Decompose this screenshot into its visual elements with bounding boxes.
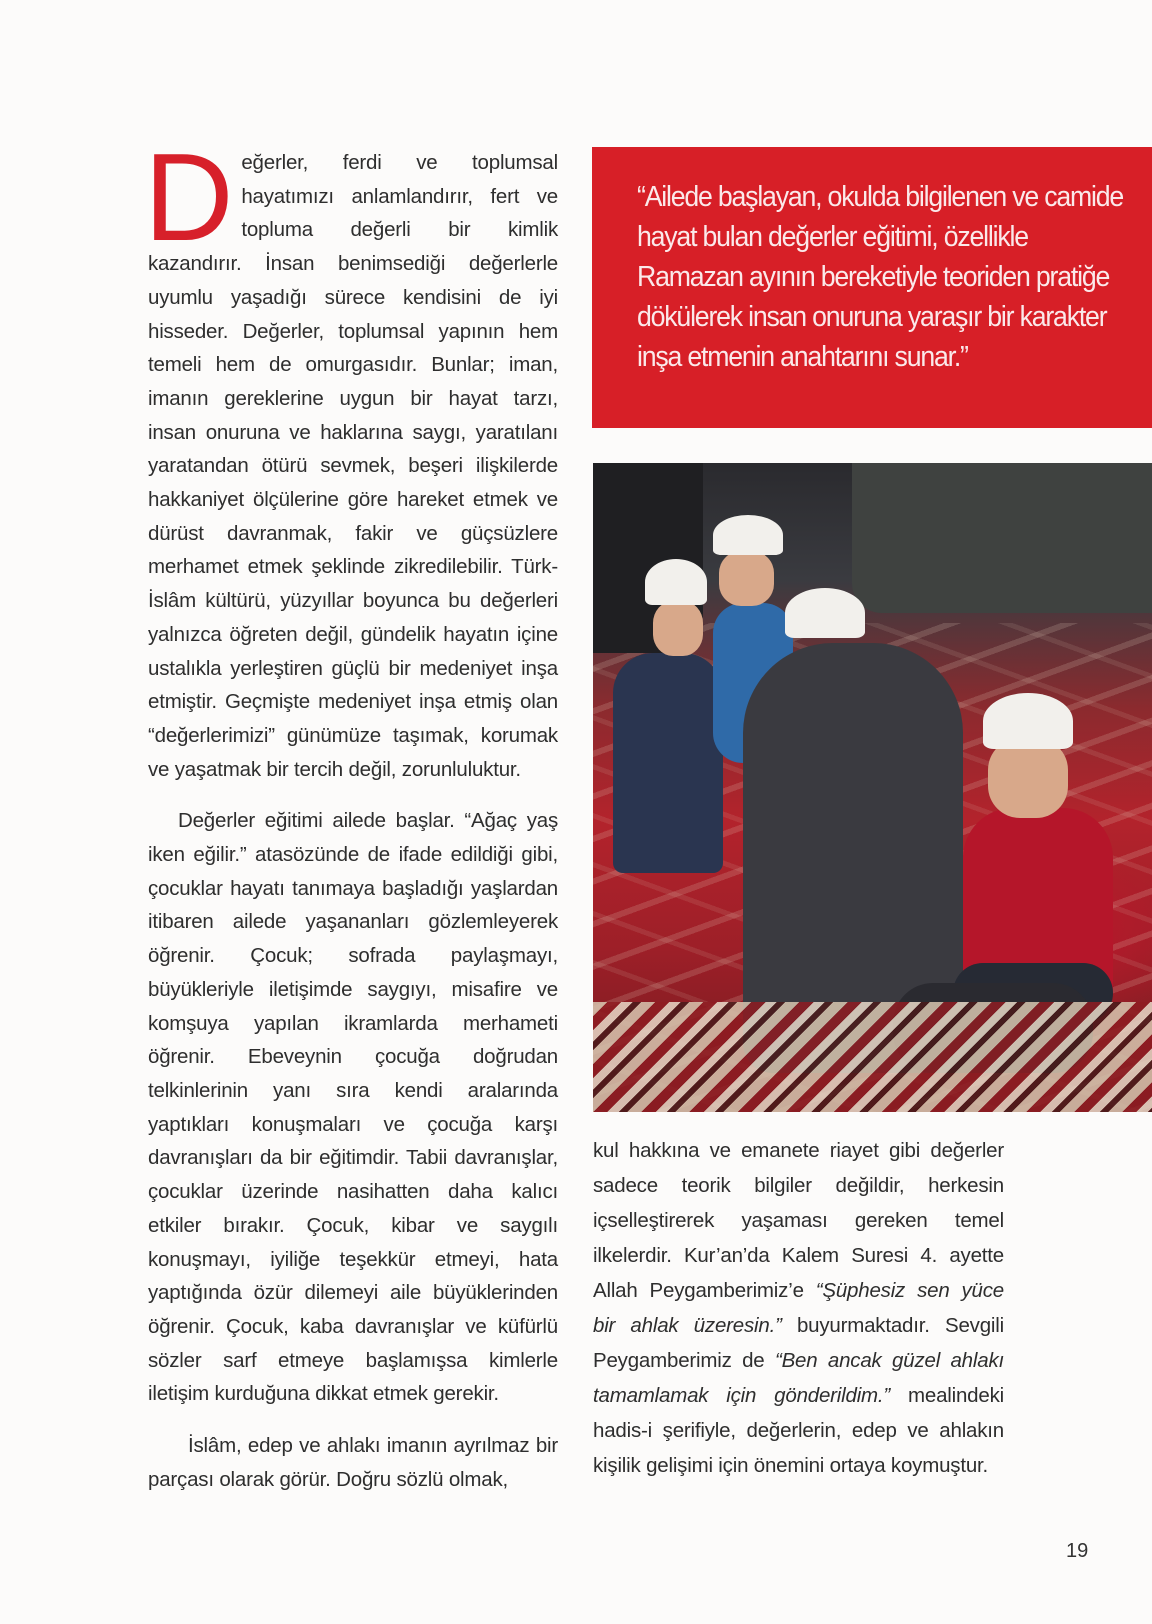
- drop-cap: D: [144, 129, 234, 267]
- paragraph-4-text-1: kul hakkına ve emanete riayet gibi değerler sadece teorik bilgiler değildir, herkesin içselleştirerek yaşaması gereken temel ilkelerdir. Kur’an’da Kalem Suresi 4. ayette Allah Peygamberimiz’e: [593, 1139, 1004, 1302]
- article-paragraph-3: İslâm, edep ve ahlakı imanın ayrılmaz bir parçası olarak görür. Doğru sözlü olmak,: [148, 1434, 558, 1491]
- article-paragraph-1: [144, 129, 558, 786]
- pull-quote-box: [592, 147, 1152, 428]
- paragraph-4-text-2: buyurmaktadır. Sevgili Peygamberimiz de: [593, 1314, 1004, 1372]
- child-figure-left: [613, 653, 723, 873]
- left-text-column: [144, 129, 558, 1496]
- hadith-quote: “Ben ancak güzel ahlakı tamamlamak için gönderildim.”: [593, 1349, 1004, 1407]
- prayer-cap: [785, 588, 865, 638]
- child-face: [719, 551, 774, 606]
- paragraph-1-text: eğerler, ferdi ve toplumsal hayatımızı anlamlandırır, fert ve topluma değerli bir kimlik kazandırır. İnsan benimsediği değerlerle uyumlu yaşadığı sürece kendisini de iyi hisseder. Değerler, toplumsal yapının hem temeli hem de omurgasıdır. Bunlar; iman, imanın gereklerine uygun bir hayat tarzı, insan onuruna ve haklarına saygı, yaratılanı yaratandan ötürü sevmek, beşeri ilişkilerde hakkaniyet ölçülerine göre hareket etmek ve dürüst davranmak, fakir ve güçsüzlere merhamet etmek şeklinde zikredilebilir. Türk-İslâm kültürü, yüzyıllar boyunca bu değerleri yalnızca öğreten değil, gündelik hayatın içine ustalıkla yerleştiren güçlü bir medeniyet inşa etmiştir. Geçmişte medeniyet inşa etmiş olan “değerlerimizi” günümüze taşımak, korumak ve yaşatmak bir tercih değil, zorunluluktur.: [148, 151, 558, 781]
- prayer-cap: [713, 515, 783, 555]
- prayer-cap: [645, 559, 707, 605]
- pull-quote-text: “Ailede başlayan, okulda bilgilenen ve camide hayat bulan değerler eğitimi, özellikle Ramazan ayının bereketiyle teoriden pratiğe dökülerek insan onuruna yaraşır bir karakter inşa etmenin anahtarını sunar.”: [637, 181, 1124, 373]
- carpet-border: [593, 1002, 1152, 1112]
- paragraph-4-text-3: mealindeki hadis-i şerifiyle, değerlerin, edep ve ahlakın kişilik gelişimi için önemini ortaya koymuştur.: [593, 1384, 1004, 1477]
- child-face: [988, 738, 1068, 818]
- page-number: 19: [1066, 1540, 1089, 1562]
- mosque-children-photo: [593, 463, 1152, 1112]
- prayer-cap: [983, 693, 1073, 749]
- background-figure-right: [852, 463, 1152, 613]
- right-text-column: [593, 1133, 1004, 1483]
- quran-quote: “Şüphesiz sen yüce bir ahlak üzeresin.”: [593, 1279, 1004, 1337]
- child-face: [653, 601, 703, 656]
- article-paragraph-4: [593, 1133, 1004, 1483]
- article-paragraph-2: Değerler eğitimi ailede başlar. “Ağaç yaş iken eğilir.” atasözünde de ifade edildiği gibi, çocuklar hayatı tanımaya başladığı yaşlardan itibaren ailede yaşananları gözlemleyerek öğrenir. Çocuk; sofrada paylaşmayı, büyükleriyle iletişimde saygıyı, misafire ve komşuya yapılan ikramlarda merhameti öğrenir. Ebeveynin çocuğa doğrudan telkinlerinin yanı sıra kendi aralarında yaptıkları konuşmaları ve çocuğa karşı davranışları da bir eğitimdir. Tabii davranışlar, çocuklar üzerinde nasihatten daha kalıcı etkiler bırakır. Çocuk, kibar ve saygılı konuşmayı, iyiliğe teşekkür etmeyi, hata yaptığında özür dilemeyi aile büyüklerinden öğrenir. Çocuk, kaba davranışlar ve küfürlü sözler sarf etmeye başlamışsa kimlerle iletişim kurduğuna dikkat etmek gerekir.: [148, 809, 558, 1406]
